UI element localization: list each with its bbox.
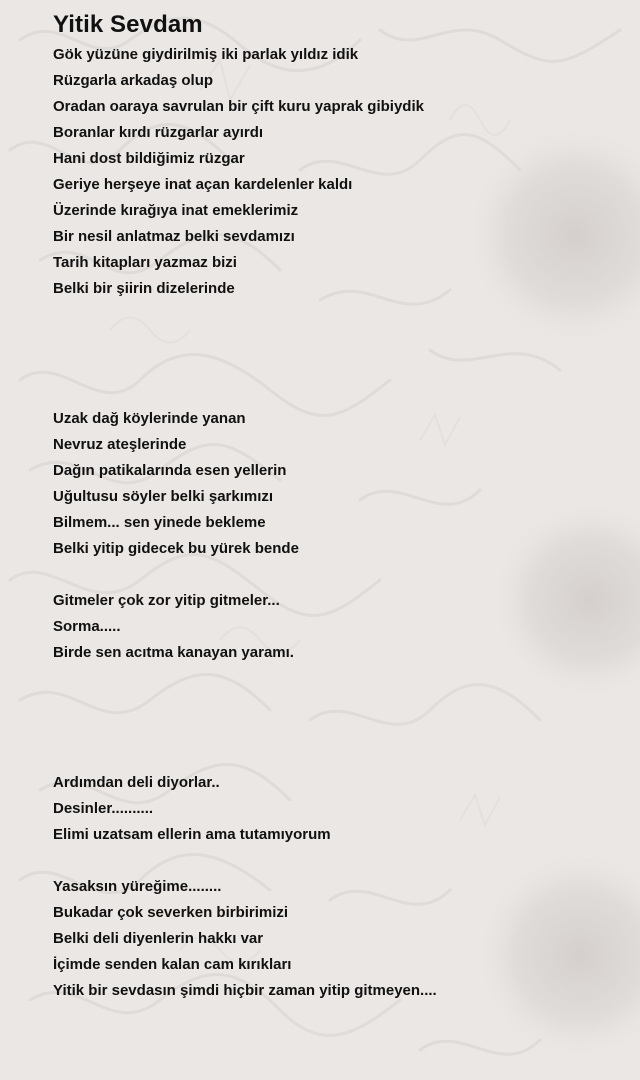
poem-line: Boranlar kırdı rüzgarlar ayırdı bbox=[53, 124, 264, 141]
stanza-1 bbox=[53, 42, 613, 302]
poem bbox=[53, 10, 613, 1004]
poem-line: Bir nesil anlatmaz belki sevdamızı bbox=[53, 228, 295, 245]
poem-line: Yasaksın yüreğime........ bbox=[53, 878, 222, 895]
poem-line: Uğultusu söyler belki şarkımızı bbox=[53, 488, 274, 505]
poem-line: Sorma..... bbox=[53, 618, 121, 635]
poem-line: Üzerinde kırağıya inat emeklerimiz bbox=[53, 202, 299, 219]
stanza-spacer bbox=[53, 302, 613, 406]
stanza-5 bbox=[53, 874, 613, 1004]
stanza-4 bbox=[53, 770, 613, 848]
poem-line: Elimi uzatsam ellerin ama tutamıyorum bbox=[53, 826, 331, 843]
stanza-3 bbox=[53, 588, 613, 666]
poem-line: Belki bir şiirin dizelerinde bbox=[53, 280, 235, 297]
poem-line: İçimde senden kalan cam kırıkları bbox=[53, 956, 292, 973]
poem-line: Bilmem... sen yinede bekleme bbox=[53, 514, 266, 531]
poem-line: Gök yüzüne giydirilmiş iki parlak yıldız idik bbox=[53, 46, 359, 63]
poem-line: Birde sen acıtma kanayan yaramı. bbox=[53, 644, 294, 661]
poem-line: Desinler.......... bbox=[53, 800, 154, 817]
poem-line: Gitmeler çok zor yitip gitmeler... bbox=[53, 592, 280, 609]
stanza-spacer bbox=[53, 666, 613, 770]
poem-line: Nevruz ateşlerinde bbox=[53, 436, 187, 453]
poem-line: Belki yitip gidecek bu yürek bende bbox=[53, 540, 299, 557]
poem-line: Oradan oaraya savrulan bir çift kuru yaprak gibiydik bbox=[53, 98, 424, 115]
poem-line: Ardımdan deli diyorlar.. bbox=[53, 774, 220, 791]
poem-line: Belki deli diyenlerin hakkı var bbox=[53, 930, 264, 947]
poem-line: Dağın patikalarında esen yellerin bbox=[53, 462, 287, 479]
poem-line: Yitik bir sevdasın şimdi hiçbir zaman yitip gitmeyen.... bbox=[53, 982, 437, 999]
poem-line: Uzak dağ köylerinde yanan bbox=[53, 410, 246, 427]
poem-line: Hani dost bildiğimiz rüzgar bbox=[53, 150, 245, 167]
poem-line: Tarih kitapları yazmaz bizi bbox=[53, 254, 237, 271]
poem-title: Yitik Sevdam bbox=[53, 11, 203, 38]
poem-line: Rüzgarla arkadaş olup bbox=[53, 72, 214, 89]
stanza-spacer bbox=[53, 848, 613, 874]
stanza-spacer bbox=[53, 562, 613, 588]
stanza-2 bbox=[53, 406, 613, 562]
poem-line: Bukadar çok severken birbirimizi bbox=[53, 904, 289, 921]
poem-line: Geriye herşeye inat açan kardelenler kaldı bbox=[53, 176, 353, 193]
